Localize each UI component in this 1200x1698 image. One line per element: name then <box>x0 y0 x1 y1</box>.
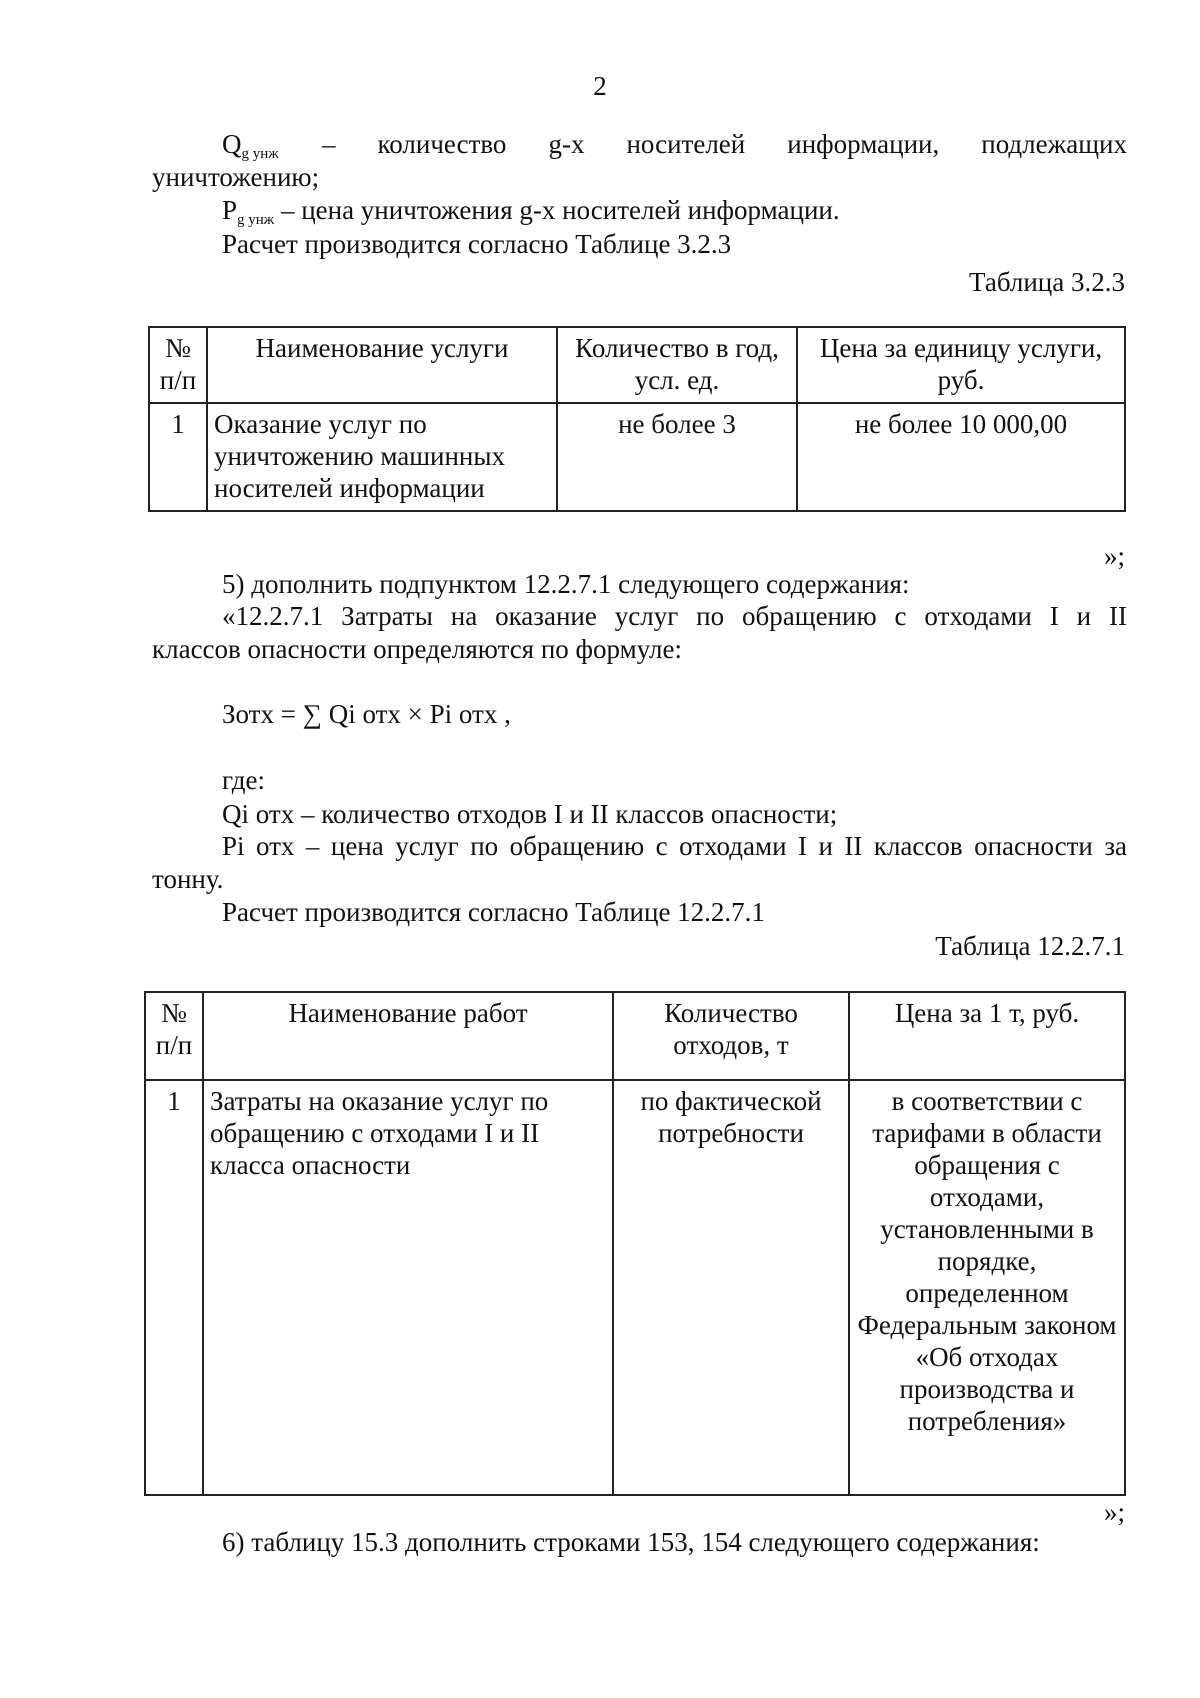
table-12-2-7-1 <box>144 991 1126 1496</box>
table2-header-cell: Цена за 1 т, руб. <box>849 992 1125 1080</box>
section5-paragraph: «12.2.7.1 Затраты на оказание услуг по обращению с отходами I и II <box>222 601 1127 631</box>
table1-header-cell: Наименование услуги <box>207 327 557 403</box>
table2-header-cell: Наименование работ <box>203 992 613 1080</box>
p-symbol: P <box>222 195 238 225</box>
table2-header-cell: № п/п <box>145 992 203 1080</box>
q-symbol: Q <box>222 129 242 159</box>
definition-q-continuation: уничтожению; <box>152 162 320 192</box>
table1-header-cell: № п/п <box>149 327 207 403</box>
section6-heading: 6) таблицу 15.3 дополнить строками 153, 154 следующего содержания: <box>222 1527 1040 1557</box>
table1-caption: Таблица 3.2.3 <box>969 267 1125 297</box>
table2-caption: Таблица 12.2.7.1 <box>935 931 1125 961</box>
calc-reference-2: Расчет производится согласно Таблице 12.2.7.1 <box>222 897 765 927</box>
definition-p-text: – цена уничтожения g-x носителей информации. <box>280 195 840 225</box>
where-label: где: <box>222 765 265 795</box>
table2-header-cell: Количество отходов, т <box>613 992 849 1080</box>
definition-qi: Qi отх – количество отходов I и II классов опасности; <box>222 799 838 829</box>
table2-close-quote: »; <box>1103 1497 1125 1527</box>
table-row <box>149 403 1125 511</box>
section5-paragraph-cont: классов опасности определяются по формуле: <box>152 634 682 664</box>
definition-q-line <box>222 128 1127 170</box>
table2-cell: в соответствии с тарифами в области обращения с отходами, установленными в порядке, определенном Федеральным законом «Об отходах производства и потребления» <box>849 1080 1125 1495</box>
formula: Зотх = ∑ Qi отх × Pi отх , <box>222 699 511 729</box>
table1-cell: не более 10 000,00 <box>797 403 1125 511</box>
table-row <box>145 1080 1125 1495</box>
table1-cell: 1 <box>149 403 207 511</box>
table-3-2-3 <box>148 326 1126 512</box>
table1-header-cell: Цена за единицу услуги, руб. <box>797 327 1125 403</box>
table1-header-row <box>149 327 1125 403</box>
table1-cell: Оказание услуг по уничтожению машинных носителей информации <box>207 403 557 511</box>
section5-heading: 5) дополнить подпунктом 12.2.7.1 следующего содержания: <box>222 569 910 599</box>
table2-cell: Затраты на оказание услуг по обращению с отходами I и II класса опасности <box>203 1080 613 1495</box>
table1-cell: не более 3 <box>557 403 797 511</box>
table1-close-quote: »; <box>1103 541 1125 571</box>
table2-cell: 1 <box>145 1080 203 1495</box>
definition-q-text: – количество g-x носителей информации, подлежащих <box>322 129 1127 159</box>
calc-reference-1: Расчет производится согласно Таблице 3.2.3 <box>222 229 732 259</box>
p-subscript: g унж <box>237 212 275 228</box>
definition-pi-cont: тонну. <box>152 864 224 894</box>
q-subscript: g унж <box>241 146 279 162</box>
table2-cell: по фактической потребности <box>613 1080 849 1495</box>
page-number: 2 <box>593 71 607 101</box>
table2-header-row <box>145 992 1125 1080</box>
definition-pi: Pi отх – цена услуг по обращению с отходами I и II классов опасности за <box>222 831 1127 861</box>
table1-header-cell: Количество в год, усл. ед. <box>557 327 797 403</box>
